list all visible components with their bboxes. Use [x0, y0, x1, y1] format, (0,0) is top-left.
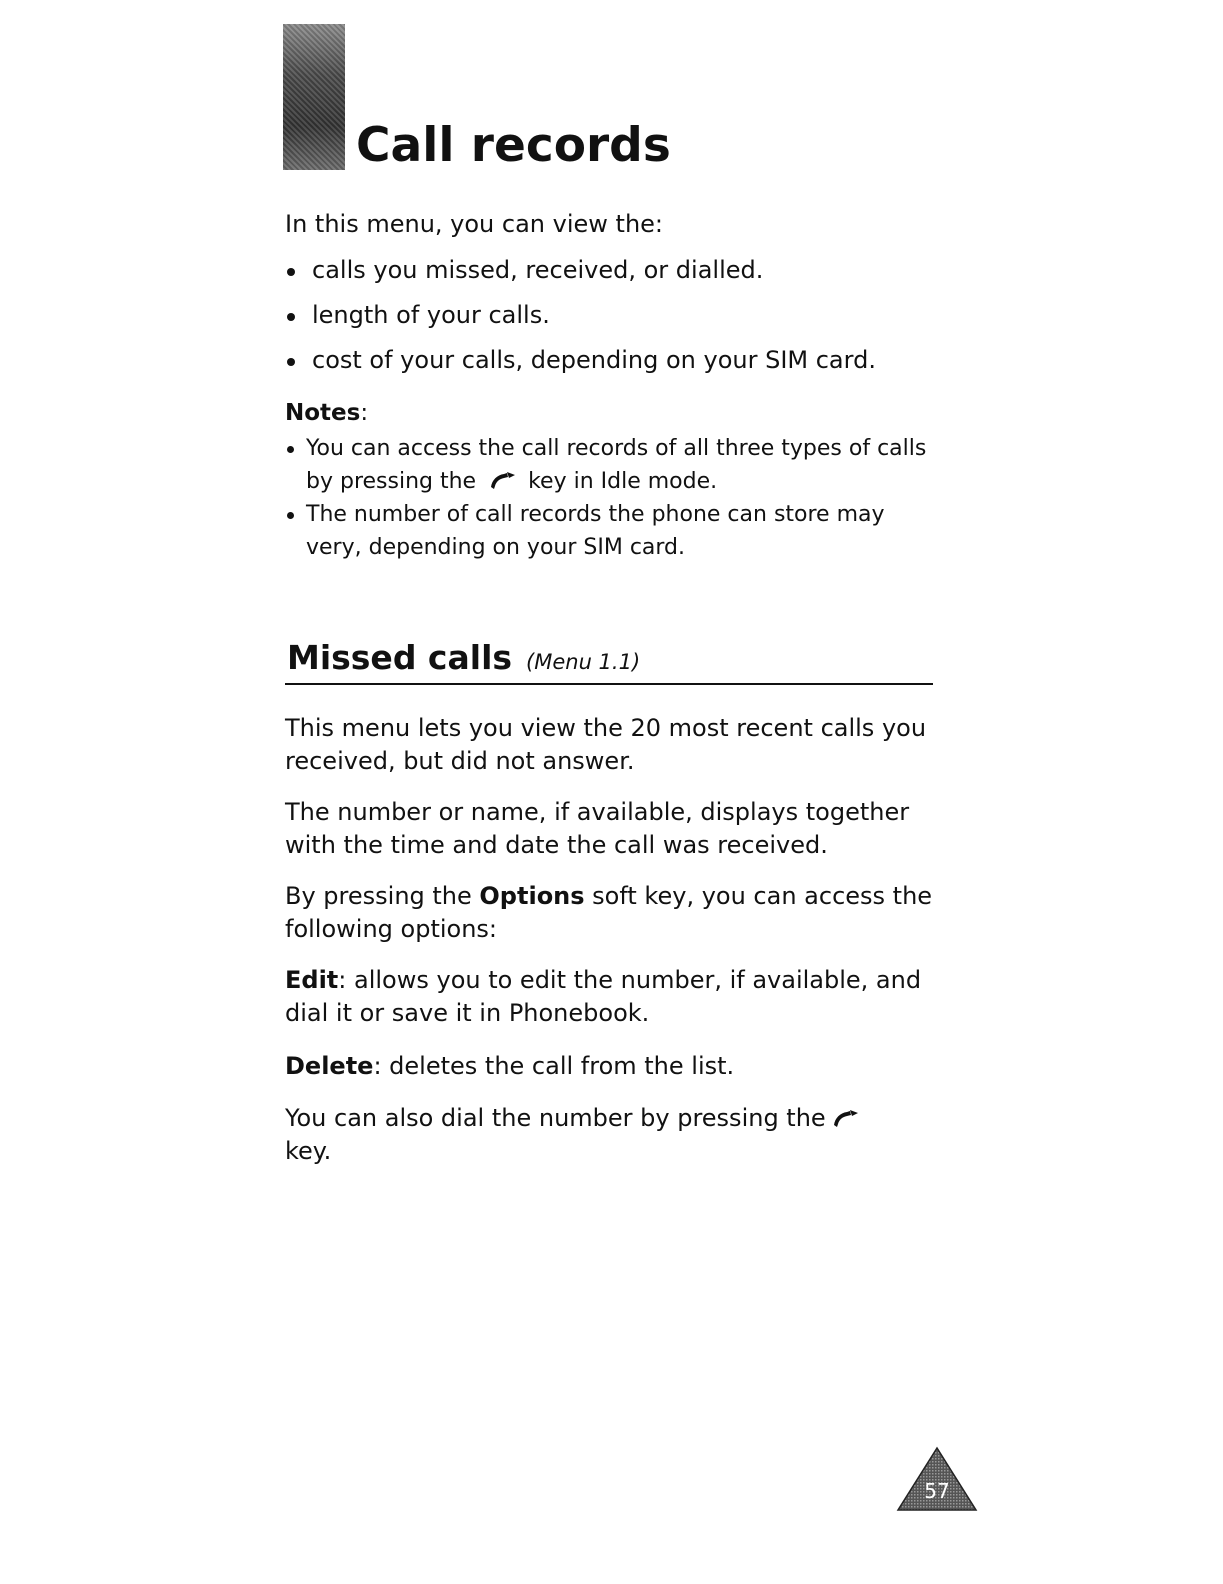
- paragraph: [285, 880, 945, 946]
- note-item: The number of call records the phone can store may very, depending on your SIM card.: [285, 498, 935, 564]
- notes-heading-label: Notes: [285, 400, 361, 426]
- paragraph: This menu lets you view the 20 most recent calls you received, but did not answer.: [285, 714, 927, 775]
- notes-heading: Notes:: [285, 400, 369, 426]
- paragraph: The number or name, if available, displays together with the time and date the call was received.: [285, 798, 910, 859]
- edit-option-label: Edit: [285, 966, 339, 994]
- chapter-title: Call records: [356, 118, 671, 173]
- section-title: [287, 638, 640, 682]
- note-text: You can access the call records of all three types of calls by pressing the: [306, 436, 927, 494]
- section-title-text: Missed calls: [287, 638, 513, 677]
- delete-option-label: Delete: [285, 1052, 374, 1080]
- chapter-marker-block: [283, 24, 345, 170]
- phone-send-icon: [487, 470, 517, 490]
- paragraph: [285, 1050, 945, 1083]
- paragraph: [285, 964, 945, 1030]
- note-item: [285, 432, 935, 498]
- page-number: 57: [924, 1479, 950, 1503]
- view-options-list: [285, 254, 876, 389]
- menu-reference: (Menu 1.1): [526, 650, 641, 674]
- paragraph-text: You can also dial the number by pressing the: [285, 1104, 826, 1132]
- paragraph-text: : allows you to edit the number, if available, and dial it or save it in Phonebook.: [285, 966, 922, 1027]
- list-item: length of your calls.: [285, 299, 876, 344]
- paragraph-text: : deletes the call from the list.: [373, 1052, 735, 1080]
- paragraph-text: key.: [285, 1137, 332, 1165]
- section-divider: [285, 683, 933, 685]
- paragraph: [285, 1102, 945, 1168]
- phone-send-icon: [830, 1108, 860, 1128]
- paragraph-text: By pressing the: [285, 882, 480, 910]
- list-item: cost of your calls, depending on your SIM card.: [285, 344, 876, 389]
- note-text: key in Idle mode.: [528, 469, 718, 494]
- triangle-page-marker-icon: [896, 1446, 978, 1512]
- options-key-label: Options: [479, 882, 585, 910]
- list-item: calls you missed, received, or dialled.: [285, 254, 876, 299]
- intro-text: In this menu, you can view the:: [285, 210, 663, 238]
- notes-list: [285, 432, 935, 564]
- paragraph-text: soft key, you can access the following options:: [285, 882, 933, 943]
